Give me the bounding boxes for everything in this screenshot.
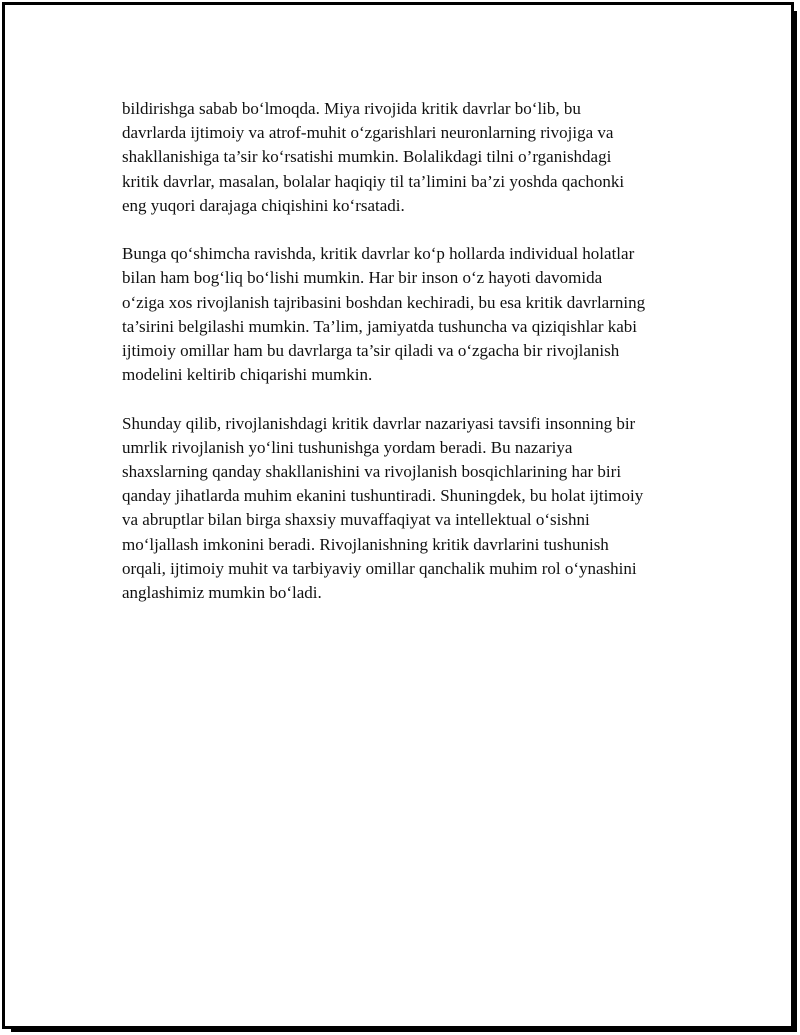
paragraph-1 (122, 97, 702, 218)
paragraph-2 (122, 242, 702, 387)
text-line: davrlarda ijtimoiy va atrof-muhit o‘zgarishlari neuronlarning rivojiga va (122, 123, 614, 143)
text-line: mo‘ljallash imkonini beradi. Rivojlanishning kritik davrlarini tushunish (122, 534, 609, 554)
text-line: o‘ziga xos rivojlanish tajribasini boshdan kechiradi, bu esa kritik davrlarning (122, 292, 646, 312)
text-line: bilan ham bog‘liq bo‘lishi mumkin. Har bir inson o‘z hayoti davomida (122, 268, 603, 288)
text-line: modelini keltirib chiqarishi mumkin. (122, 365, 373, 385)
text-line: eng yuqori darajaga chiqishini ko‘rsatadi. (122, 195, 405, 215)
text-line: bildirishga sabab bo‘lmoqda. Miya rivojida kritik davrlar bo‘lib, bu (122, 99, 581, 118)
text-line: ta’sirini belgilashi mumkin. Ta’lim, jamiyatda tushuncha va qiziqishlar kabi (122, 316, 638, 336)
text-line: shakllanishiga ta’sir ko‘rsatishi mumkin. Bolalikdagi tilni o’rganishdagi (122, 147, 612, 167)
text-line: kritik davrlar, masalan, bolalar haqiqiy til ta’limini ba’zi yoshda qachonki (122, 171, 625, 191)
text-line: orqali, ijtimoiy muhit va tarbiyaviy omillar qanchalik muhim rol o‘ynashini (122, 558, 637, 578)
text-line: anglashimiz mumkin bo‘ladi. (122, 583, 322, 603)
text-line: ijtimoiy omillar ham bu davrlarga ta’sir qiladi va o‘zgacha bir rivojlanish (122, 341, 620, 361)
text-line: Bunga qo‘shimcha ravishda, kritik davrlar ko‘p hollarda individual holatlar (122, 244, 635, 264)
document-body (122, 97, 702, 629)
text-line: Shunday qilib, rivojlanishdagi kritik davrlar nazariyasi tavsifi insonning bir (122, 413, 636, 433)
page-frame (2, 2, 794, 1029)
text-line: qanday jihatlarda muhim ekanini tushuntiradi. Shuningdek, bu holat ijtimoiy (122, 486, 644, 506)
text-line: va abruptlar bilan birga shaxsiy muvaffaqiyat va intellektual o‘sishni (122, 510, 590, 530)
text-line: shaxslarning qanday shakllanishini va rivojlanish bosqichlarining har biri (122, 462, 622, 482)
text-line: umrlik rivojlanish yo‘lini tushunishga yordam beradi. Bu nazariya (122, 437, 573, 457)
paragraph-3 (122, 412, 702, 606)
